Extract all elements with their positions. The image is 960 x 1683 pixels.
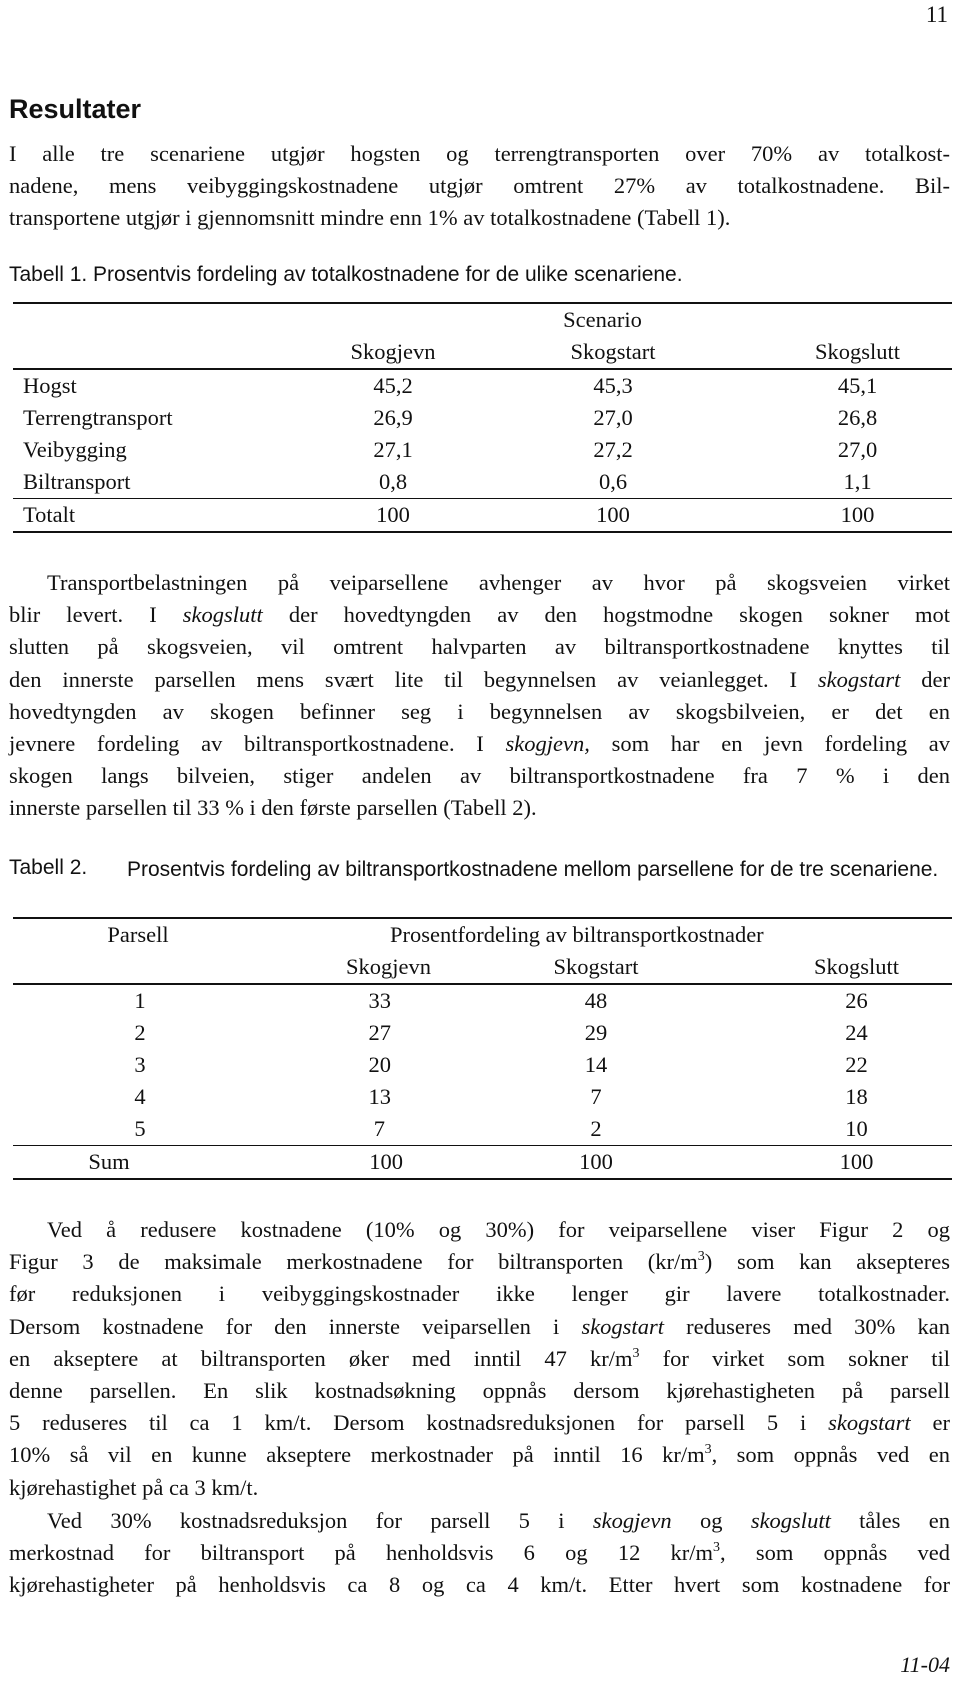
footer-document-code: 11-04 [900,1652,950,1677]
row-label: Biltransport [23,469,131,494]
table-cell: 45,3 [593,373,633,398]
row-label: Sum [13,1146,205,1180]
text-line: Ved å redusere kostnadene (10% og 30%) for veiparsellene viser Figur 2 og [47,1217,950,1242]
table-row [13,369,952,402]
table-row [13,1049,952,1081]
row-label: 4 [134,1084,146,1109]
table-header-cell [13,951,205,984]
table-cell: 14 [584,1052,608,1077]
table-group-header: Scenario [13,303,952,336]
table-cell: 26,8 [837,405,878,430]
table-group-header: Prosentfordeling av biltransportkostnader [205,918,952,951]
paragraph-transport-load [9,567,950,825]
text-line: denne parsellen. En slik kostnadsøkning oppnås dersom kjørehastigheten på parsell [9,1377,950,1403]
table-header-cell: Skogstart [431,951,761,984]
row-label: 2 [134,1020,146,1045]
table-row [13,984,952,1017]
table-total-row [13,499,952,533]
text-line: innerste parsellen til 33 % i den første parsellen (Tabell 2). [9,795,537,821]
table-row-header: Parsell [13,918,205,951]
table-header-row [13,951,952,984]
table-cell: 100 [493,499,733,533]
text-line: nadene, mens veibyggingskostnadene utgjør omtrent 27% av totalkostnadene. Bil- [9,173,950,199]
table-cell: 0,8 [378,469,408,494]
table-total-row [13,1146,952,1180]
table-cell: 45,2 [373,373,413,398]
section-heading: Resultater [9,94,142,124]
row-label: Totalt [13,499,293,533]
table-cell: 27 [368,1020,391,1045]
text-line: kjørehastigheter på henholdsvis ca 8 og ca 4 km/t. Etter hvert som kostnadene for [9,1572,950,1598]
row-label: Terrengtransport [23,405,173,430]
table-header-cell: Skogjevn [293,336,493,369]
text-line: Figur 3 de maksimale merkostnadene for biltransporten $(kr/m^3)$ som kan aksepteres [9,1249,950,1275]
table-cell: 7 [373,1116,385,1141]
table-cell: 1,1 [843,469,872,494]
table-cell: 22 [845,1052,868,1077]
table-cell: 26 [845,988,868,1013]
table-cell: 13 [368,1084,391,1109]
table-cell: 100 [733,499,952,533]
text-line: merkostnad for biltransport på henholdsvis 6 og 12 $kr/m^3$, som oppnås ved [9,1540,950,1566]
table-row [13,466,952,499]
table-cell: 0,6 [598,469,628,494]
table-header-row [13,336,952,369]
table1 [13,302,952,533]
row-label: 1 [134,988,146,1013]
table-cell: 7 [590,1084,602,1109]
table-cell: 27,0 [593,405,633,430]
table2 [13,917,952,1180]
table-cell: 100 [761,1146,952,1180]
table-cell: 27,0 [837,437,878,462]
table-row [13,1113,952,1146]
row-label: 3 [134,1052,146,1077]
table-cell: 48 [584,988,608,1013]
table-header-cell: Skogstart [493,336,733,369]
table-header-cell [13,336,293,369]
intro-paragraph [9,138,950,235]
text-line: I alle tre scenariene utgjør hogsten og terrengtransporten over 70% av totalkost- [9,141,950,166]
table-header-cell: Skogslutt [761,951,952,984]
table-header-cell: Skogslutt [733,336,952,369]
table-row [13,402,952,434]
row-label: Veibygging [23,437,127,462]
table-cell: 18 [845,1084,868,1109]
table-cell: 29 [584,1020,608,1045]
text-line: skogen langs bilveien, stiger andelen av biltransportkostnadene fra 7 % i den [9,763,950,789]
table-group-header-row [13,918,952,951]
text-line: transportene utgjør i gjennomsnitt mindre enn 1% av totalkostnadene (Tabell 1). [9,205,731,231]
table-row [13,434,952,466]
table-row [13,1081,952,1113]
table1-caption: Tabell 1. Prosentvis fordeling av totalkostnadene for de ulike scenariene. [9,263,683,286]
page-number: 11 [925,2,948,27]
table-cell: 24 [845,1020,868,1045]
table-cell: 27,2 [593,437,633,462]
text-line: Dersom kostnadene for den innerste veiparsellen i skogstart reduseres med 30% kan [9,1313,950,1339]
table-cell: 10 [845,1116,868,1141]
text-line: før reduksjonen i veibyggingskostnader ikke lenger gir lavere totalkostnader. [9,1281,950,1307]
table-cell: 100 [431,1146,761,1180]
table-row [13,1017,952,1049]
paragraph-thirty-percent [9,1505,950,1602]
text-line: Ved 30% kostnadsreduksjon for parsell 5 i skogjevn og skogslutt tåles en [47,1508,950,1533]
text-line: kjørehastighet på ca 3 km/t. [9,1474,259,1500]
table-cell: 100 [205,1146,431,1180]
text-line: 10% så vil en kunne akseptere merkostnader på inntil 16 $kr/m^3$, som oppnås ved en [9,1442,950,1468]
text-line: Transportbelastningen på veiparsellene avhenger av hvor på skogsveien virket [47,570,950,595]
table-cell: 20 [368,1052,391,1077]
table-header-cell: Skogjevn [205,951,431,984]
text-line: blir levert. I skogslutt der hovedtyngden av den hogstmodne skogen sokner mot [9,602,950,628]
table-group-header-row [13,303,952,336]
table-cell: 45,1 [837,373,878,398]
table2-caption-text: Prosentvis fordeling av biltransportkostnadene mellom parsellene for de tre scenariene. [127,858,939,881]
paragraph-cost-reduction [9,1214,950,1504]
table2-caption-label: Tabell 2. [9,856,88,879]
text-line: hovedtyngden av skogen befinner seg i begynnelsen av skogsbilveien, er det en [9,698,950,724]
table-cell: 27,1 [373,437,413,462]
text-line: en akseptere at biltransporten øker med inntil 47 $kr/m^3$ for virket som sokner til [9,1345,950,1371]
text-line: 5 reduseres til ca 1 km/t. Dersom kostnadsreduksjonen for parsell 5 i skogstart er [9,1410,951,1436]
table-cell: 33 [368,988,391,1013]
text-line: jevnere fordeling av biltransportkostnadene. I skogjevn, som har en jevn fordeling av [9,730,951,756]
row-label: Hogst [23,373,77,398]
text-line: den innerste parsellen mens svært lite til begynnelsen av veianlegget. I skogstart der [9,666,950,692]
table-cell: 2 [590,1116,602,1141]
table-cell: 100 [293,499,493,533]
row-label: 5 [134,1116,146,1141]
text-line: slutten på skogsveien, vil omtrent halvparten av biltransportkostnadene knyttes til [9,634,950,660]
table-cell: 26,9 [373,405,413,430]
